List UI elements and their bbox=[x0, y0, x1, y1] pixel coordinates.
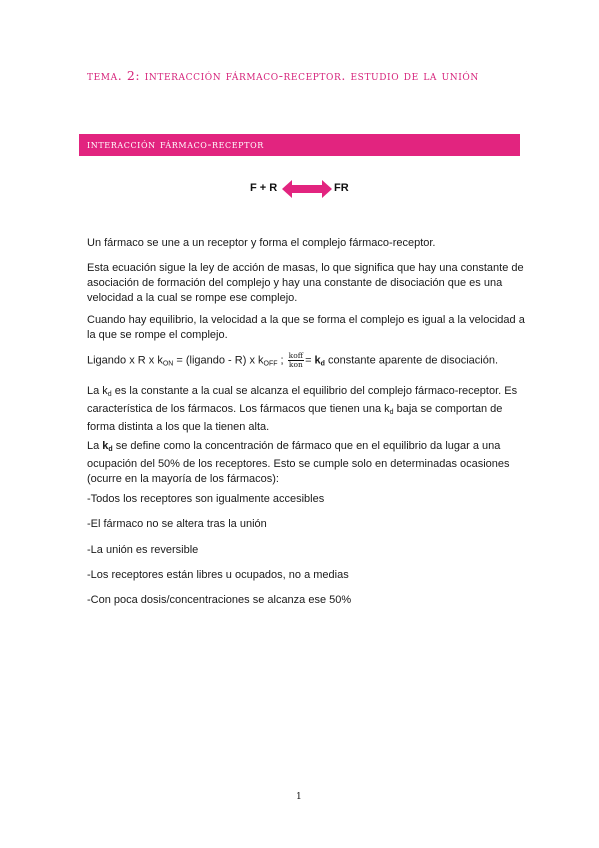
p4-text-4: = bbox=[305, 354, 315, 367]
paragraph-6 bbox=[87, 439, 527, 487]
kon-subscript: ON bbox=[162, 360, 174, 368]
fraction-denominator: kon bbox=[288, 360, 303, 369]
page-number: 1 bbox=[296, 792, 302, 802]
bullet-item: -Todos los receptores son igualmente accesibles bbox=[87, 493, 325, 505]
p4-text-2: = (ligando - R) x k bbox=[173, 354, 264, 367]
equation-reactants: F + R bbox=[250, 182, 278, 194]
page-title: tema. 2: interacción fármaco-receptor. estudio de la unión bbox=[87, 68, 479, 83]
fraction-numerator: koff bbox=[288, 351, 304, 360]
section-heading: interacción fármaco-receptor bbox=[87, 137, 264, 151]
p4-text-1: Ligando x R x k bbox=[87, 354, 163, 367]
paragraph-2: Esta ecuación sigue la ley de acción de masas, lo que significa que hay una constante de asociación de formación del complejo y hay una constante de disociación que es una velocidad a la cual se rompe ese complejo. bbox=[87, 262, 524, 304]
koff-kon-fraction bbox=[288, 352, 304, 369]
kd-bold-subscript: d bbox=[320, 360, 325, 368]
equation-product: FR bbox=[334, 182, 349, 194]
paragraph-3: Cuando hay equilibrio, la velocidad a la que se forma el complejo es igual a la velocidad a la que se rompe el complejo. bbox=[87, 314, 525, 341]
p4-text-3: ; bbox=[277, 354, 287, 367]
kd-subscript: d bbox=[107, 391, 112, 398]
p5-text-2: es la constante a la cual se alcanza el equilibrio del complejo fármaco-receptor. Es característica de los fármacos. Los fármacos que tienen una k bbox=[87, 385, 518, 415]
paragraph-4-equation bbox=[87, 352, 527, 371]
bullet-item: -La unión es reversible bbox=[87, 544, 199, 556]
p5-text-3: baja se comportan de forma distinta a los que la tienen alta. bbox=[87, 403, 503, 433]
p4-text-5: constante aparente de disociación. bbox=[324, 354, 499, 367]
kd-bold: k bbox=[314, 354, 321, 367]
p6-text-1: La bbox=[87, 440, 103, 452]
kd-bold-2: k bbox=[102, 440, 109, 452]
p5-text-1: La k bbox=[87, 385, 108, 397]
kd-bold-subscript-2: d bbox=[108, 446, 113, 453]
section-heading-bar bbox=[79, 134, 520, 156]
paragraph-5 bbox=[87, 384, 527, 435]
bullet-item: -El fármaco no se altera tras la unión bbox=[87, 518, 267, 530]
p6-text-2: se define como la concentración de fármaco que en el equilibrio da lugar a una ocupación del 50% de los receptores. Esto se cumple solo en determinadas ocasiones (ocurre en la mayoría de los fármacos): bbox=[87, 440, 510, 485]
paragraph-1: Un fármaco se une a un receptor y forma el complejo fármaco-receptor. bbox=[87, 237, 436, 249]
koff-subscript: OFF bbox=[263, 360, 278, 368]
bullet-item: -Los receptores están libres u ocupados, no a medias bbox=[87, 569, 349, 581]
kd-subscript-2: d bbox=[389, 409, 394, 416]
bullet-item: -Con poca dosis/concentraciones se alcanza ese 50% bbox=[87, 594, 352, 606]
double-arrow-icon bbox=[282, 180, 332, 198]
